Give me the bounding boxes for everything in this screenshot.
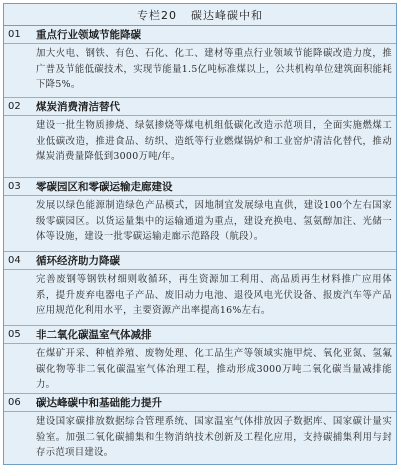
item-body: 建设一批生物质掺烧、绿氨掺烧等煤电机组低碳化改造示范项目，全面实施燃煤工业低碳改造，推进食品、纺织、造纸等行业燃煤锅炉和工业窑炉清洁化替代，推动煤炭消费量降低到3000万吨/年。 [36,120,392,162]
list-item [4,252,396,326]
panel-header [4,4,396,26]
item-number: 02 [8,101,21,112]
item-title-bar [4,178,396,196]
column-panel [3,3,397,465]
list-item [4,394,396,466]
item-title-bar [4,326,396,344]
panel-title: 碳达峰碳中和 [191,8,263,22]
item-body: 加大火电、钢铁、有色、石化、化工、建材等重点行业领域节能降碳改造力度，推广普及节能低碳技术，实现节能量1.5亿吨标准煤以上，公共机构单位建筑面积能耗下降5%。 [36,48,392,90]
item-body: 完善废钢等钢铁材细则收循环，再生资源加工利用、高品质再生材料推广应用体系，提升废弃电器电子产品、废旧动力电池、退役风电光伏设备、报废汽车等产品应用规范化利用水平，主要资源产出率提高16%左右。 [36,274,392,316]
item-title: 煤炭消费清洁替代 [36,101,120,113]
item-title: 重点行业领域节能降碳 [36,29,141,41]
item-title-bar [4,252,396,270]
list-item [4,178,396,252]
item-title-bar [4,26,396,44]
column-number: 专栏20 [137,8,177,22]
item-number: 03 [8,181,21,192]
item-title-bar [4,98,396,116]
item-body: 在煤矿开采、种植养殖、废物处理、化工品生产等领域实施甲烷、氧化亚氮、氢氟碳化物等非二氧化碳温室气体治理工程，推动形成3000万吨二氧化碳当量减排能力。 [36,348,392,390]
item-title: 循环经济助力降碳 [36,255,120,267]
item-title: 碳达峰碳中和基础能力提升 [36,397,162,409]
item-number: 05 [8,329,21,340]
item-title: 零碳园区和零碳运输走廊建设 [36,181,173,193]
item-title-bar [4,394,396,412]
item-body: 建设国家碳排放数据综合管理系统、国家温室气体排放因子数据库、国家碳计量实验室。加强二氧化碳捕集和生物消纳技术创新及工程化应用，支持碳捕集利用与封存示范项目建设。 [36,416,392,458]
list-item [4,326,396,394]
item-number: 06 [8,397,21,408]
list-item [4,98,396,178]
item-title: 非二氧化碳温室气体减排 [36,329,152,341]
list-item [4,26,396,98]
item-body: 发展以绿色能源制造绿色产品模式，因地制宜发展绿电直供，建设100个左右国家级零碳园区。以货运量集中的运输通道为重点，建设充换电、氢氨醇加注、光储一体等设施，建设一批零碳运输走廊示范路段（航段）。 [36,200,392,242]
item-number: 01 [8,29,21,40]
item-number: 04 [8,255,21,266]
